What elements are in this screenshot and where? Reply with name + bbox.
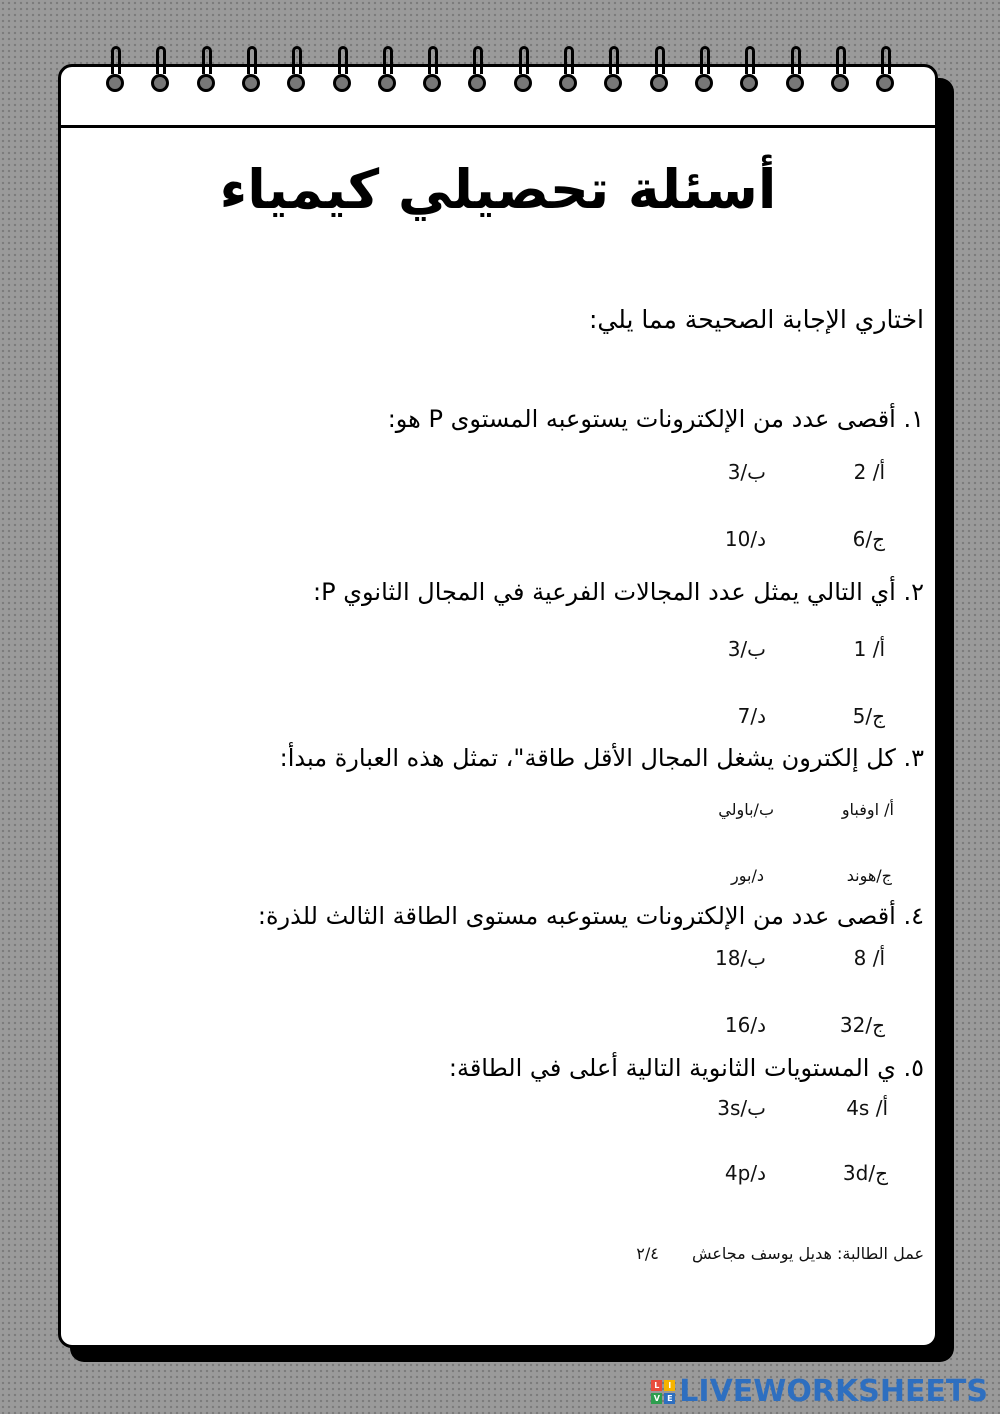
q2-option-d: د/7 xyxy=(737,704,766,728)
q1-option-a: أ/ 2 xyxy=(853,460,885,484)
q1-option-b: ب/3 xyxy=(727,460,766,484)
footer-page-number: ٢/٤ xyxy=(636,1244,659,1263)
q5-option-b: ب/3s xyxy=(717,1096,766,1120)
q3-option-a: أ/ اوفباو xyxy=(841,800,894,819)
instruction-text: اختاري الإجابة الصحيحة مما يلي: xyxy=(588,305,924,334)
q1-option-d: د/10 xyxy=(724,527,766,551)
q3-option-d: د/بور xyxy=(731,866,764,885)
q2-option-b: ب/3 xyxy=(727,637,766,661)
logo-mark-icon xyxy=(651,1380,675,1404)
question-2: ٢. أي التالي يمثل عدد المجالات الفرعية في المجال الثانوي P: xyxy=(313,578,924,606)
q2-option-a: أ/ 1 xyxy=(853,637,885,661)
page-footer xyxy=(636,1244,924,1263)
notebook-sheet xyxy=(58,64,938,1348)
question-5: ٥. ي المستويات الثانوية التالية أعلى في الطاقة: xyxy=(448,1054,924,1082)
q4-option-a: أ/ 8 xyxy=(853,946,885,970)
q4-option-b: ب/18 xyxy=(714,946,766,970)
q2-option-c: ج/5 xyxy=(852,704,885,728)
q3-option-c: ج/هوند xyxy=(846,866,892,885)
q4-option-d: د/16 xyxy=(724,1013,766,1037)
q5-option-c: ج/3d xyxy=(842,1161,888,1185)
spiral-binding xyxy=(0,0,1000,110)
logo-letter: I xyxy=(664,1380,675,1391)
q4-option-c: ج/32 xyxy=(839,1013,885,1037)
q5-option-d: د/4p xyxy=(724,1161,766,1185)
question-4: ٤. أقصى عدد من الإلكترونات يستوعبه مستوى الطاقة الثالث للذرة: xyxy=(257,902,924,930)
binding-line xyxy=(61,125,935,128)
logo-letter: L xyxy=(651,1380,662,1391)
footer-author: عمل الطالبة: هديل يوسف مجاعش xyxy=(691,1244,924,1263)
logo-text: LIVEWORKSHEETS xyxy=(679,1374,988,1409)
logo-letter: E xyxy=(664,1393,675,1404)
q5-option-a: أ/ 4s xyxy=(846,1096,888,1120)
liveworksheets-logo[interactable] xyxy=(651,1374,988,1409)
q1-option-c: ج/6 xyxy=(852,527,885,551)
logo-letter: V xyxy=(651,1393,662,1404)
page-title: أسئلة تحصيلي كيمياء xyxy=(219,158,777,221)
question-3: ٣. كل إلكترون يشغل المجال الأقل طاقة"، تمثل هذه العبارة مبدأ: xyxy=(279,744,924,772)
question-1: ١. أقصى عدد من الإلكترونات يستوعبه المستوى P هو: xyxy=(387,405,924,433)
q3-option-b: ب/باولي xyxy=(718,800,774,819)
